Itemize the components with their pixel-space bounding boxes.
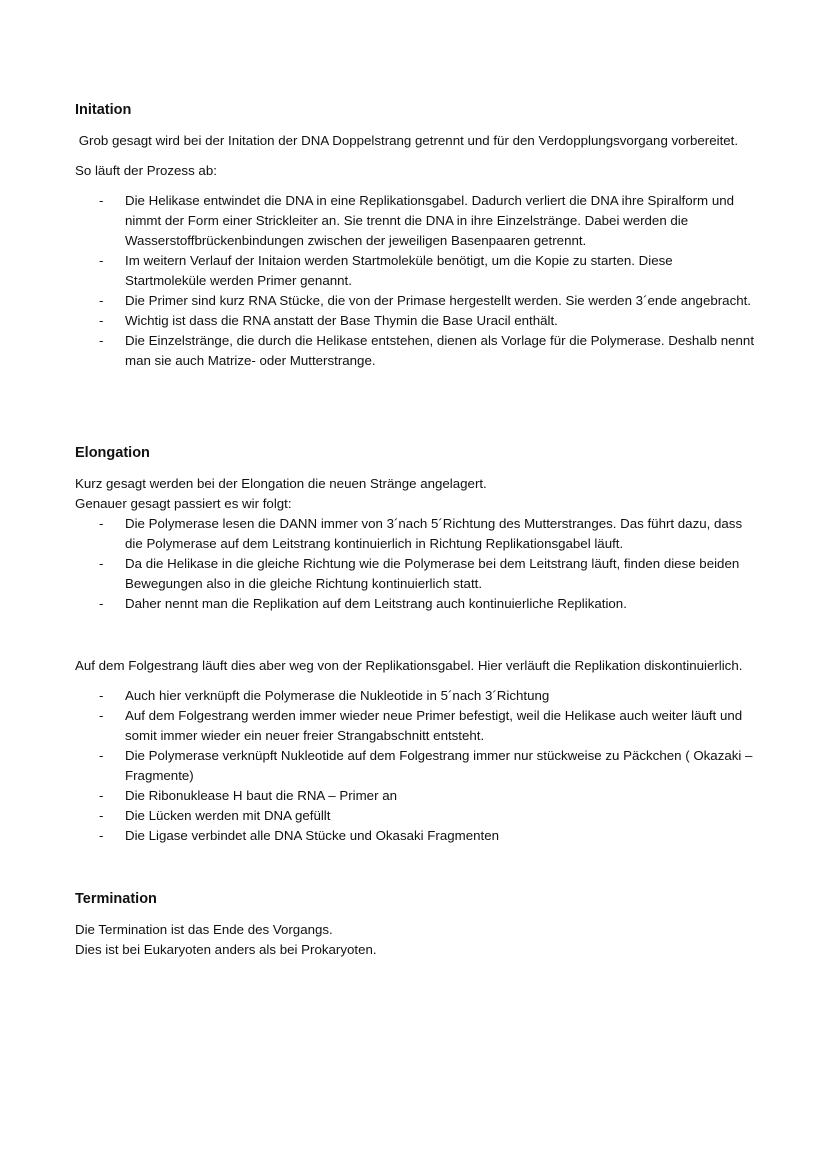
list-item: - Die Einzelstränge, die durch die Helikase entstehen, dienen als Vorlage für die Polymerase. Deshalb nennt man sie auch Matrize- oder Mutterstrange.: [125, 331, 755, 371]
list-item: - Im weitern Verlauf der Initaion werden Startmoleküle benötigt, um die Kopie zu starten. Diese Startmoleküle werden Primer genannt.: [125, 251, 755, 291]
initiation-intro: Grob gesagt wird bei der Initation der DNA Doppelstrang getrennt und für den Verdopplungsvorgang vorbereitet.: [75, 133, 739, 148]
list-item: - Auf dem Folgestrang werden immer wieder neue Primer befestigt, weil die Helikase auch weiter läuft und somit immer wieder ein neuer freier Strangabschnitt entsteht.: [125, 706, 755, 746]
elongation-intro-line2: Genauer gesagt passiert es wir folgt:: [75, 496, 292, 511]
document-page: [75, 99, 755, 960]
lagging-strand-list: [75, 686, 755, 846]
list-item: - Die Primer sind kurz RNA Stücke, die von der Primase hergestellt werden. Sie werden 3´ende angebracht.: [125, 291, 755, 311]
termination-line1: Die Termination ist das Ende des Vorgangs.: [75, 922, 333, 937]
list-item: - Da die Helikase in die gleiche Richtung wie die Polymerase bei dem Leitstrang läuft, finden diese beiden Bewegungen also in die gleiche Richtung kontinuierlich statt.: [125, 554, 755, 594]
elongation-list: [75, 514, 755, 614]
list-item: - Die Lücken werden mit DNA gefüllt: [125, 806, 755, 826]
elongation-heading: Elongation: [75, 445, 150, 461]
elongation-intro-line1: Kurz gesagt werden bei der Elongation die neuen Stränge angelagert.: [75, 476, 487, 491]
initiation-list: [75, 191, 755, 371]
list-item: - Die Ribonuklease H baut die RNA – Primer an: [125, 786, 755, 806]
termination-heading: Termination: [75, 891, 157, 907]
initiation-heading: Initation: [75, 102, 132, 118]
list-item: - Die Polymerase verknüpft Nukleotide auf dem Folgestrang immer nur stückweise zu Päckchen ( Okazaki – Fragmente): [125, 746, 755, 786]
list-item: - Die Helikase entwindet die DNA in eine Replikationsgabel. Dadurch verliert die DNA ihre Spiralform und nimmt der Form einer Strickleiter an. Sie trennt die DNA in ihre Einzelstränge. Dabei werden die Wasserstoffbrückenbindungen zwischen der jeweiligen Basenpaaren getrennt.: [125, 191, 755, 251]
lagging-strand-intro: Auf dem Folgestrang läuft dies aber weg von der Replikationsgabel. Hier verläuft die Replikation diskontinuierlich.: [75, 658, 743, 673]
process-label: So läuft der Prozess ab:: [75, 163, 217, 178]
list-item: - Wichtig ist dass die RNA anstatt der Base Thymin die Base Uracil enthält.: [125, 311, 755, 331]
list-item: - Auch hier verknüpft die Polymerase die Nukleotide in 5´nach 3´Richtung: [125, 686, 755, 706]
list-item: - Die Ligase verbindet alle DNA Stücke und Okasaki Fragmenten: [125, 826, 755, 846]
termination-line2: Dies ist bei Eukaryoten anders als bei Prokaryoten.: [75, 942, 377, 957]
list-item: - Die Polymerase lesen die DANN immer von 3´nach 5´Richtung des Mutterstranges. Das führt dazu, dass die Polymerase auf dem Leitstrang kontinuierlich in Richtung Replikationsgabel läuft.: [125, 514, 755, 554]
list-item: - Daher nennt man die Replikation auf dem Leitstrang auch kontinuierliche Replikation.: [125, 594, 755, 614]
